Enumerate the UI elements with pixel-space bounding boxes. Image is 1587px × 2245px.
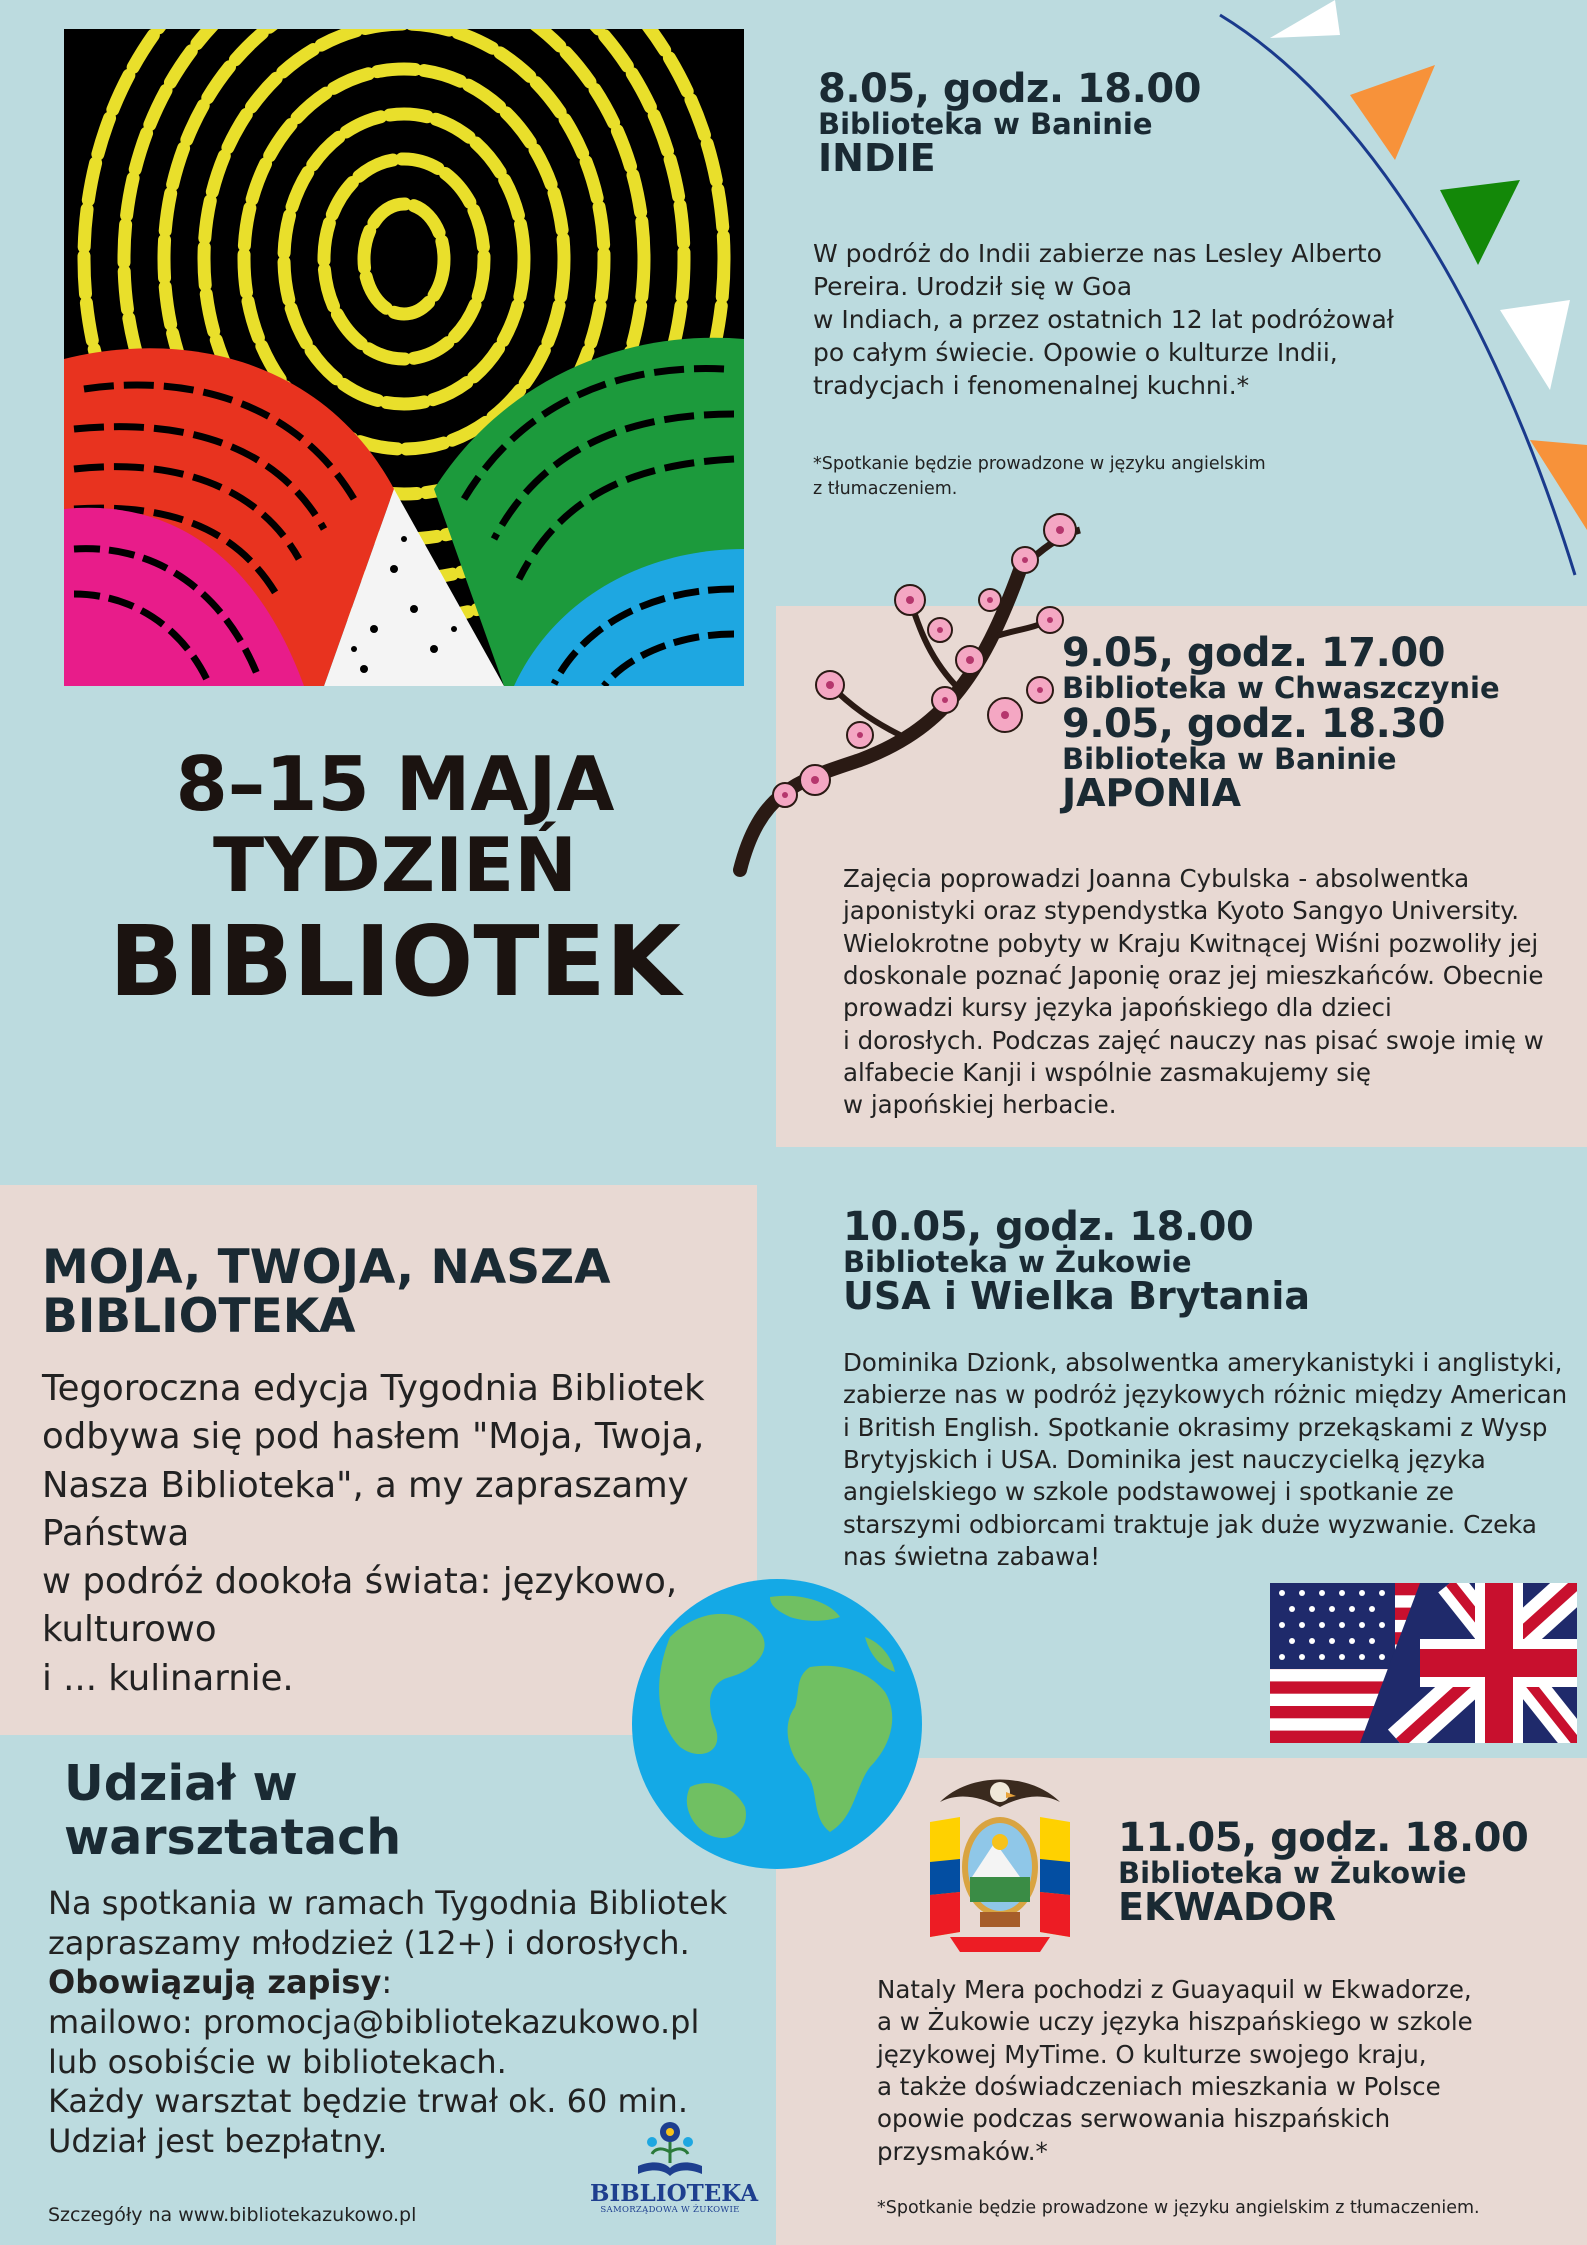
participation-intro: Na spotkania w ramach Tygodnia Bibliotek zapraszamy młodzież (12+) i dorosłych. [48, 1884, 728, 1962]
event-india [818, 68, 1438, 179]
registration-email: mailowo: promocja@bibliotekazukowo.pl [48, 2003, 700, 2042]
event-ecuador-description: Nataly Mera pochodzi z Guayaquil w Ekwadorze, a w Żukowie uczy języka hiszpańskiego w szkole językowej MyTime. O kulturze swojego kraju, a także doświadczeniach mieszkania w Polsce opowie podczas serwowania hiszpańskich przysmaków.* [877, 1975, 1473, 2166]
hero-title [30, 740, 760, 1019]
event-place: Biblioteka w Baninie [818, 107, 1153, 141]
event-ecuador-note: *Spotkanie będzie prowadzone w języku angielskim z tłumaczeniem. [877, 2198, 1480, 2218]
event-date: 11.05, godz. 18.00 [1118, 1815, 1529, 1861]
event-country: JAPONIA [1062, 771, 1242, 815]
event-country: INDIE [818, 136, 936, 180]
registration-colon: : [381, 1963, 393, 2002]
event-date: 9.05, godz. 18.30 [1062, 701, 1445, 747]
event-date: 10.05, godz. 18.00 [843, 1204, 1254, 1250]
registration-line [48, 1963, 768, 2003]
hero-line-week: TYDZIEŃ [212, 820, 577, 909]
fingerprint-icon [64, 29, 744, 686]
ecuador-coat-of-arms-icon [920, 1762, 1080, 1957]
cherry-blossom-branch-icon [720, 490, 1120, 890]
event-country: USA i Wielka Brytania [843, 1274, 1311, 1318]
participation-title: Udział w warsztatach [64, 1755, 402, 1866]
event-place: Biblioteka w Żukowie [843, 1245, 1192, 1279]
event-usa [843, 1206, 1563, 1317]
event-india-description: W podróż do Indii zabierze nas Lesley Alberto Pereira. Urodził się w Goa w Indiach, a przez ostatnich 12 lat podróżował po całym świecie. Opowie o kulturze Indii, tradycjach i fenomenalnej kuchni.* [813, 239, 1394, 400]
event-place: Biblioteka w Chwaszczynie [1062, 671, 1500, 705]
event-usa-description: Dominika Dzionk, absolwentka amerykanistyki i anglistyki, zabierze nas w podróż językowych różnic między American i British English. Spotkanie okrasimy przekąskami z Wysp Brytyjskich i USA. Dominika jest nauczycielką języka angielskiego w szkole podstawowej i spotkanie ze starszymi odbiorcami traktuje jak duże wyzwanie. Czeka nas świetna zabawa! [843, 1348, 1568, 1571]
footer-details: Szczegóły na www.bibliotekazukowo.pl [48, 2204, 417, 2226]
event-date: 9.05, godz. 17.00 [1062, 630, 1445, 676]
event-india-note: *Spotkanie będzie prowadzone w języku angielskim z tłumaczeniem. [813, 454, 1266, 499]
registration-inperson: lub osobiście w bibliotekach. [48, 2042, 507, 2081]
library-logo-name: BIBLIOTEKA [590, 2180, 759, 2207]
registration-label: Obowiązują zapisy [48, 1963, 382, 2002]
workshop-duration: Każdy warsztat będzie trwał ok. 60 min. [48, 2082, 688, 2121]
hero-dates: 8–15 MAJA [175, 740, 615, 828]
library-logo-sub: SAMORZĄDOWA W ŻUKOWIE [600, 2205, 740, 2215]
event-date: 8.05, godz. 18.00 [818, 66, 1201, 112]
event-place: Biblioteka w Żukowie [1118, 1856, 1467, 1890]
event-place: Biblioteka w Baninie [1062, 742, 1397, 776]
motto-text: Tegoroczna edycja Tygodnia Bibliotek odbywa się pod hasłem "Moja, Twoja, Nasza Biblioteka", a my zapraszamy Państwa w podróż dookoła świata: językowo, kulturowo i ... kulinarnie. [42, 1368, 705, 1699]
hero-line-libraries: BIBLIOTEK [109, 905, 681, 1019]
event-country: EKWADOR [1118, 1885, 1337, 1929]
globe-icon [630, 1577, 924, 1871]
event-ecuador [1118, 1817, 1578, 1928]
library-logo [590, 2118, 759, 2228]
usa-uk-flag-icon [1270, 1583, 1577, 1743]
event-japan-description: Zajęcia poprowadzi Joanna Cybulska - absolwentka japonistyki oraz stypendystka Kyoto Sangyo University. Wielokrotne pobyty w Kraju Kwitnącej Wiśni pozwoliły jej doskonale poznać Japonię oraz jej mieszkańców. Obecnie prowadzi kursy języka japońskiego dla dzieci i dorosłych. Podczas zajęć nauczy nas pisać swoje imię w alfabecie Kanji i wspólnie zasmakujemy się w japońskiej herbacie. [843, 864, 1544, 1120]
event-japan [1062, 632, 1582, 814]
motto-title: MOJA, TWOJA, NASZA BIBLIOTEKA [42, 1240, 611, 1345]
library-logo-icon [630, 2118, 710, 2180]
workshop-free: Udział jest bezpłatny. [48, 2122, 388, 2161]
fingerprint-artwork [64, 29, 744, 686]
